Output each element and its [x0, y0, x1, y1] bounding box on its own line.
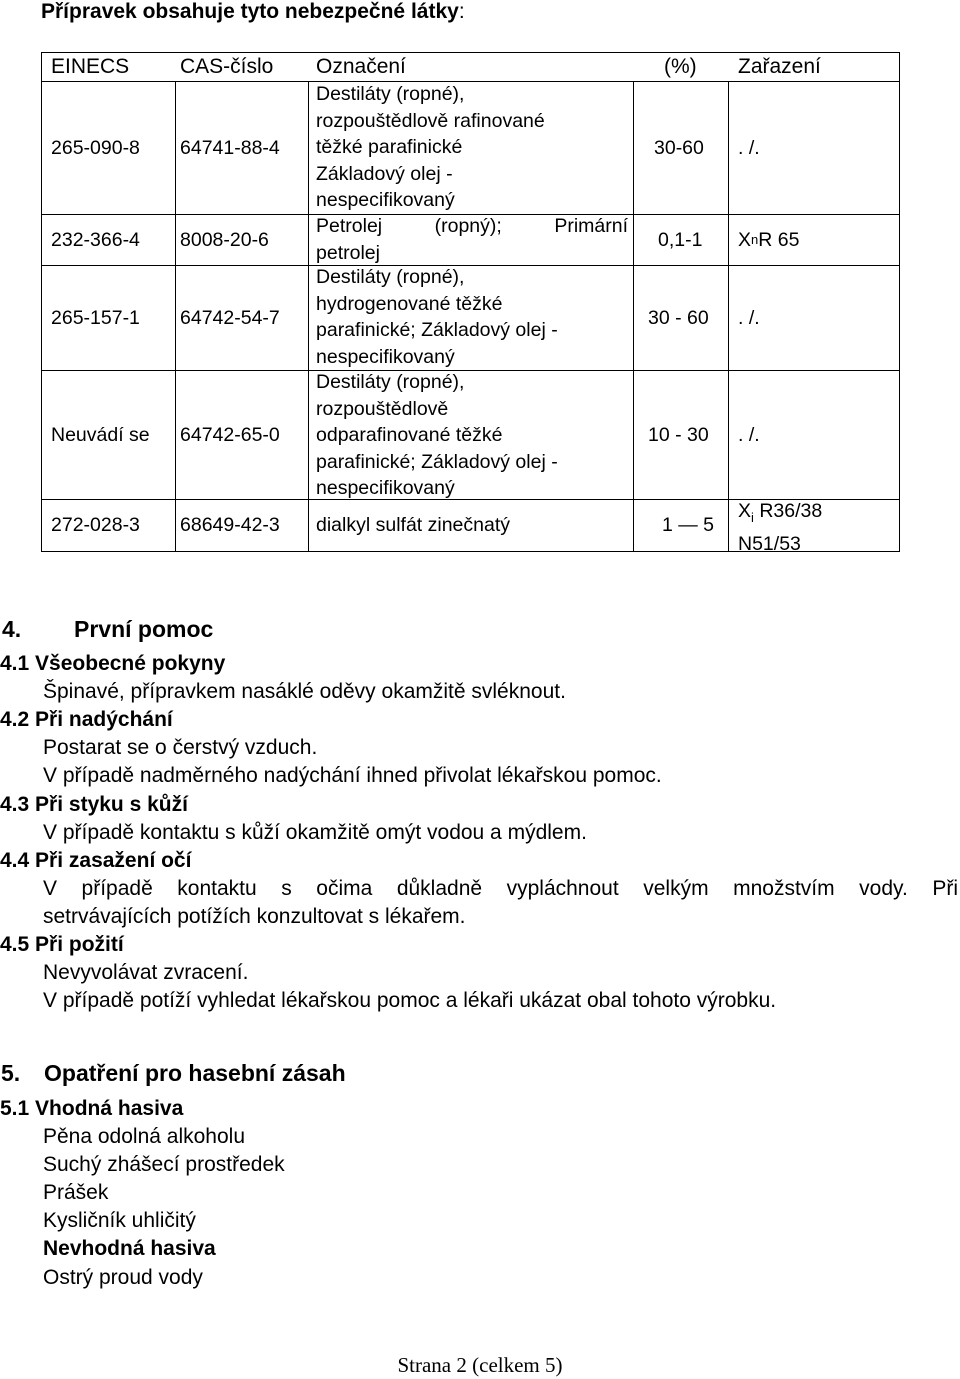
list-item: Pěna odolná alkoholu	[43, 1125, 246, 1148]
col-header-classification: Zařazení	[738, 55, 821, 78]
section-4-5-text: V případě potíží vyhledat lékařskou pomoc a lékaři ukázat obal tohoto výrobku.	[43, 989, 777, 1012]
hazard-intro-title: Přípravek obsahuje tyto nebezpečné látky	[41, 0, 459, 23]
section-5-1-heading: 5.1 Vhodná hasiva	[0, 1097, 184, 1120]
section-4-1-heading: 4.1 Všeobecné pokyny	[0, 652, 226, 675]
cell-classification: . /.	[738, 137, 760, 160]
col-header-cas: CAS-číslo	[180, 55, 274, 78]
list-item: Kysličník uhličitý	[43, 1209, 196, 1232]
cell-classification: $X_i$ R36/38 N51/53	[738, 500, 823, 556]
cell-percent: 10 - 30	[648, 424, 709, 447]
cell-einecs: 265-157-1	[51, 306, 140, 329]
cell-name: Destiláty (ropné), hydrogenované těžké parafinické; Základový olej - nespecifikovaný	[316, 266, 558, 368]
cell-classification: . /.	[738, 306, 760, 329]
list-item: Prášek	[43, 1181, 109, 1204]
list-item: Suchý zhášecí prostředek	[43, 1153, 285, 1176]
cell-cas: 68649-42-3	[180, 513, 280, 536]
cell-einecs: 272-028-3	[51, 513, 140, 536]
list-item: Ostrý proud vody	[43, 1266, 203, 1289]
col-header-percent: (%)	[664, 55, 697, 78]
cell-classification: X n R 65	[738, 228, 800, 251]
section-5-heading: 5. Opatření pro hasební zásah	[1, 1060, 346, 1086]
cell-name: Destiláty (ropné), rozpouštědlově rafinované těžké parafinické Základový olej - nespecifikovaný	[316, 83, 545, 211]
cell-percent: 30-60	[654, 137, 704, 160]
hazard-table	[41, 52, 900, 556]
cell-name: Petrolej (ropný); Primární petrolej	[316, 215, 628, 264]
section-4-2-text: Postarat se o čerstvý vzduch.	[43, 736, 318, 759]
cell-name: dialkyl sulfát zinečnatý	[316, 513, 511, 536]
col-header-name: Označení	[316, 55, 406, 78]
section-4-4-text: V případě kontaktu s očima důkladně vypláchnout velkým množstvím vody. Při	[43, 877, 958, 900]
cell-classification: . /.	[738, 424, 760, 447]
cell-cas: 64742-54-7	[180, 306, 280, 329]
cell-einecs: 265-090-8	[51, 137, 140, 160]
section-4-4-heading: 4.4 Při zasažení očí	[0, 849, 192, 872]
section-4-3-heading: 4.3 Při styku s kůží	[0, 793, 188, 816]
cell-cas: 64742-65-0	[180, 424, 280, 447]
section-4-heading: 4. První pomoc	[2, 616, 214, 642]
section-4-5-heading: 4.5 Při požití	[0, 933, 124, 956]
page-footer: Strana 2 (celkem 5)	[397, 1353, 563, 1377]
cell-percent: 30 - 60	[648, 306, 709, 329]
hazard-intro: Přípravek obsahuje tyto nebezpečné látky:	[41, 0, 465, 23]
col-header-einecs: EINECS	[51, 55, 130, 78]
unsuitable-media-heading: Nevhodná hasiva	[43, 1237, 216, 1260]
cell-cas: 8008-20-6	[180, 228, 269, 251]
cell-einecs: Neuvádí se	[51, 424, 150, 447]
cell-percent: 0,1-1	[658, 228, 703, 251]
section-4-5-text: Nevyvolávat zvracení.	[43, 961, 249, 984]
section-4-2-text: V případě nadměrného nadýchání ihned přivolat lékařskou pomoc.	[43, 764, 662, 787]
cell-percent: 1 — 5	[662, 513, 715, 536]
cell-name: Destiláty (ropné), rozpouštědlově odparafinované těžké parafinické; Základový olej - nespecifikovaný	[316, 371, 558, 499]
section-4-1-text: Špinavé, přípravkem nasáklé oděvy okamžitě svléknout.	[43, 680, 566, 703]
section-4-3-text: V případě kontaktu s kůží okamžitě omýt vodou a mýdlem.	[43, 821, 587, 844]
section-4-2-heading: 4.2 Při nadýchání	[0, 708, 173, 731]
section-4-4-text: setrvávajících potížích konzultovat s lékařem.	[43, 905, 466, 928]
cell-cas: 64741-88-4	[180, 137, 280, 160]
cell-einecs: 232-366-4	[51, 228, 140, 251]
